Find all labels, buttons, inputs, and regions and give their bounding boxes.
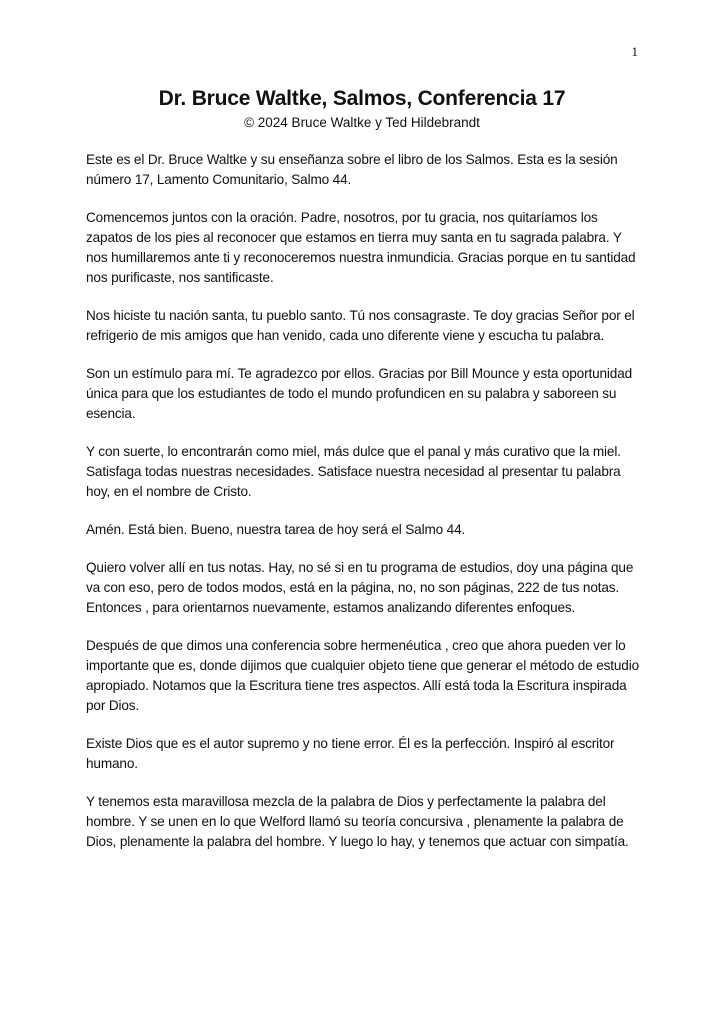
paragraph: Y con suerte, lo encontrarán como miel, más dulce que el panal y más curativo que la miel. Satisfaga todas nuestras necesidades. Satisface nuestra necesidad al presentar tu palabra hoy, en el nombre de Cristo. bbox=[86, 444, 621, 499]
paragraph: Este es el Dr. Bruce Waltke y su enseñanza sobre el libro de los Salmos. Esta es la sesión número 17, Lamento Comunitario, Salmo 44. bbox=[86, 152, 618, 187]
paragraph: Existe Dios que es el autor supremo y no tiene error. Él es la perfección. Inspiró al escritor humano. bbox=[86, 736, 615, 771]
paragraph: Quiero volver allí en tus notas. Hay, no sé si en tu programa de estudios, doy una página que va con eso, pero de todos modos, está en la página, no, no son páginas, 222 de tus notas. Entonces , para orientarnos nuevamente, estamos analizando diferentes enfoques. bbox=[86, 560, 634, 615]
paragraph: Después de que dimos una conferencia sobre hermenéutica , creo que ahora pueden ver lo importante que es, donde dijimos que cualquier objeto tiene que generar el método de estudio apropiado. Notamos que la Escritura tiene tres aspectos. Allí está toda la Escritura inspirada por Dios. bbox=[86, 638, 639, 713]
document-title: Dr. Bruce Waltke, Salmos, Conferencia 17 bbox=[158, 87, 566, 110]
page-number: 1 bbox=[631, 44, 638, 59]
paragraph: Comencemos juntos con la oración. Padre, nosotros, por tu gracia, nos quitaríamos los zapatos de los pies al reconocer que estamos en tierra muy santa en tu sagrada palabra. Y nos humillaremos ante ti y reconoceremos nuestra inmundicia. Gracias porque en tu santidad nos purificaste, nos santificaste. bbox=[86, 210, 636, 285]
paragraph: Son un estímulo para mí. Te agradezco por ellos. Gracias por Bill Mounce y esta oportunidad única para que los estudiantes de todo el mundo profundicen en su palabra y saboreen su esencia. bbox=[86, 366, 633, 421]
paragraph: Y tenemos esta maravillosa mezcla de la palabra de Dios y perfectamente la palabra del hombre. Y se unen en lo que Welford llamó su teoría concursiva , plenamente la palabra de Dios, plenamente la palabra del hombre. Y luego lo hay, y tenemos que actuar con simpatía. bbox=[86, 794, 629, 849]
document-body bbox=[86, 150, 642, 870]
copyright-line: © 2024 Bruce Waltke y Ted Hildebrandt bbox=[244, 115, 480, 130]
paragraph: Amén. Está bien. Bueno, nuestra tarea de hoy será el Salmo 44. bbox=[86, 522, 466, 537]
paragraph: Nos hiciste tu nación santa, tu pueblo santo. Tú nos consagraste. Te doy gracias Señor por el refrigerio de mis amigos que han venido, cada uno diferente viene y escucha tu palabra. bbox=[86, 308, 635, 343]
